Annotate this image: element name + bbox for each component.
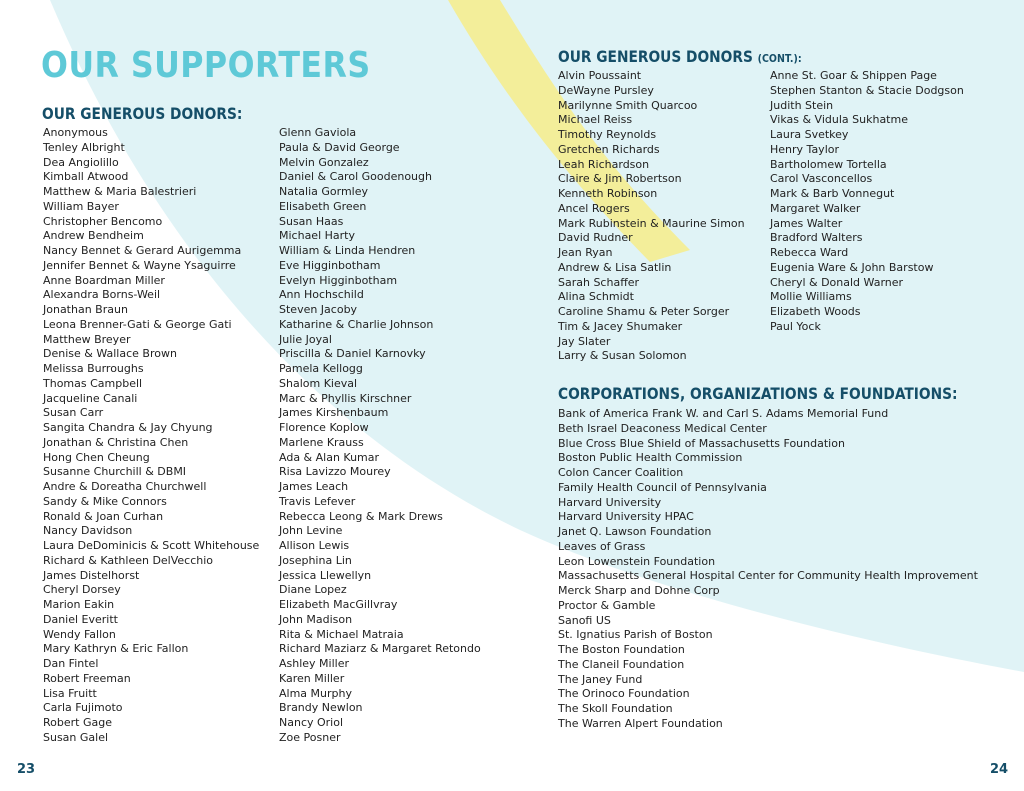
- supporter-name: Matthew Breyer: [43, 332, 131, 346]
- supporter-name: St. Ignatius Parish of Boston: [558, 628, 713, 642]
- supporter-name: Jessica Llewellyn: [279, 568, 372, 582]
- supporter-name: Jonathan & Christina Chen: [43, 435, 189, 449]
- supporter-name: Mary Kathryn & Eric Fallon: [43, 642, 189, 656]
- supporter-name: Daniel Everitt: [43, 612, 118, 626]
- supporter-name: Cheryl Dorsey: [43, 583, 121, 597]
- organizations-list: [558, 407, 978, 732]
- supporter-name: Robert Freeman: [43, 671, 131, 685]
- supporter-name: Anne St. Goar & Shippen Page: [770, 69, 937, 82]
- supporter-name: Ronald & Joan Curhan: [43, 509, 164, 523]
- supporter-name: The Warren Alpert Foundation: [558, 716, 723, 730]
- supporter-name: Merck Sharp and Dohne Corp: [558, 584, 720, 597]
- supporter-name: Harvard University: [558, 495, 662, 509]
- supporter-name: Richard & Kathleen DelVecchio: [43, 553, 214, 567]
- supporter-name: Rebecca Ward: [770, 246, 849, 259]
- supporter-name: Elizabeth Woods: [770, 305, 861, 318]
- supporter-name: Bank of America Frank W. and Carl S. Adams Memorial Fund: [558, 407, 889, 420]
- supporter-name: Leaves of Grass: [558, 539, 646, 553]
- supporter-name: Vikas & Vidula Sukhatme: [770, 113, 908, 127]
- donors-column-4: [770, 69, 964, 335]
- donors-cont-heading: [558, 47, 802, 69]
- supporter-name: David Rudner: [558, 231, 633, 245]
- supporter-name: Matthew & Maria Balestrieri: [43, 185, 197, 198]
- supporter-name: Susan Carr: [43, 406, 104, 420]
- supporter-name: Family Health Council of Pennsylvania: [558, 480, 767, 494]
- supporter-name: James Walter: [770, 216, 843, 230]
- supporter-name: Lisa Fruitt: [43, 686, 97, 700]
- supporter-name: Julie Joyal: [279, 332, 332, 346]
- supporter-name: Alina Schmidt: [558, 290, 634, 304]
- supporter-name: Sandy & Mike Connors: [43, 494, 167, 508]
- supporter-name: Jean Ryan: [558, 246, 613, 259]
- supporter-name: Cheryl & Donald Warner: [770, 275, 904, 289]
- supporter-name: Marilynne Smith Quarcoo: [558, 98, 698, 112]
- supporter-name: Marlene Krauss: [279, 435, 364, 449]
- supporter-name: Diane Lopez: [279, 583, 347, 597]
- supporter-name: Eugenia Ware & John Barstow: [770, 260, 934, 274]
- supporter-name: Melvin Gonzalez: [279, 155, 369, 169]
- supporter-name: Ashley Miller: [279, 657, 350, 670]
- supporter-name: Ann Hochschild: [279, 288, 364, 302]
- supporter-name: Susan Galel: [43, 730, 109, 744]
- supporter-name: Tim & Jacey Shumaker: [558, 319, 683, 333]
- page-number-left: 23: [17, 762, 36, 777]
- supporter-name: Allison Lewis: [279, 539, 350, 552]
- supporter-name: Paula & David George: [279, 140, 400, 154]
- donors-column-3: [558, 69, 745, 364]
- supporter-name: Jay Slater: [558, 334, 611, 348]
- supporter-name: Mollie Williams: [770, 290, 852, 304]
- supporter-name: Zoe Posner: [279, 730, 341, 744]
- supporter-name: Janet Q. Lawson Foundation: [558, 525, 712, 538]
- donors-cont-suffix: (CONT.):: [757, 52, 802, 65]
- supporter-name: Marc & Phyllis Kirschner: [279, 391, 412, 405]
- supporter-name: Laura DeDominicis & Scott Whitehouse: [43, 539, 260, 552]
- supporter-name: Henry Taylor: [770, 142, 839, 156]
- supporter-name: Sarah Schaffer: [558, 275, 640, 289]
- supporter-name: Kimball Atwood: [43, 170, 129, 184]
- supporter-name: Eve Higginbotham: [279, 258, 381, 272]
- supporter-name: Andrew Bendheim: [43, 229, 144, 243]
- supporter-name: Bartholomew Tortella: [770, 157, 887, 171]
- supporter-name: Anonymous: [43, 126, 108, 139]
- supporter-name: Karen Miller: [279, 671, 345, 685]
- supporter-name: Judith Stein: [770, 98, 834, 112]
- supporter-name: Nancy Oriol: [279, 716, 344, 729]
- supporter-name: Josephina Lin: [279, 553, 352, 567]
- supporter-name: Nancy Bennet & Gerard Aurigemma: [43, 244, 242, 257]
- supporter-name: The Janey Fund: [558, 672, 643, 686]
- donors-cont-heading-text: OUR GENEROUS DONORS: [558, 47, 753, 66]
- supporter-name: Natalia Gormley: [279, 185, 369, 198]
- supporter-name: Boston Public Health Commission: [558, 451, 743, 465]
- donors-heading: OUR GENEROUS DONORS:: [42, 104, 243, 123]
- donors-column-1: [43, 126, 259, 746]
- supporter-name: John Madison: [279, 612, 353, 626]
- supporter-name: Alvin Poussaint: [558, 69, 642, 82]
- supporter-name: Evelyn Higginbotham: [279, 273, 398, 287]
- supporter-name: Wendy Fallon: [43, 627, 116, 641]
- supporter-name: Hong Chen Cheung: [43, 450, 150, 464]
- supporter-name: Tenley Albright: [43, 140, 125, 154]
- supporter-name: Pamela Kellogg: [279, 362, 363, 375]
- page-title: OUR SUPPORTERS: [41, 45, 371, 86]
- supporter-name: Ada & Alan Kumar: [279, 450, 380, 464]
- supporter-name: Shalom Kieval: [279, 376, 358, 390]
- supporter-name: William & Linda Hendren: [279, 244, 416, 257]
- supporter-name: Jonathan Braun: [43, 303, 128, 316]
- supporter-name: DeWayne Pursley: [558, 83, 654, 97]
- supporter-name: Christopher Bencomo: [43, 214, 163, 228]
- supporter-name: Mark & Barb Vonnegut: [770, 187, 895, 200]
- supporter-name: Massachusetts General Hospital Center for Community Health Improvement: [558, 569, 978, 583]
- supporter-name: The Orinoco Foundation: [558, 687, 690, 701]
- supporter-name: Caroline Shamu & Peter Sorger: [558, 305, 730, 318]
- supporter-name: Elizabeth MacGillvray: [279, 598, 398, 611]
- supporter-name: Rita & Michael Matraia: [279, 627, 404, 641]
- supporter-name: Susan Haas: [279, 214, 344, 228]
- supporter-name: Laura Svetkey: [770, 128, 849, 141]
- corporations-heading: CORPORATIONS, ORGANIZATIONS & FOUNDATIONS:: [558, 384, 958, 403]
- supporter-name: John Levine: [279, 524, 343, 538]
- supporter-name: Margaret Walker: [770, 201, 861, 215]
- supporter-name: Michael Harty: [279, 229, 355, 243]
- supporter-name: Jacqueline Canali: [43, 391, 138, 405]
- supporter-name: Glenn Gaviola: [279, 126, 357, 139]
- supporter-name: Steven Jacoby: [279, 303, 358, 316]
- supporter-name: William Bayer: [43, 199, 119, 213]
- supporter-name: Dea Angiolillo: [43, 155, 119, 169]
- supporter-name: Sangita Chandra & Jay Chyung: [43, 421, 213, 434]
- supporter-name: The Boston Foundation: [558, 643, 685, 656]
- supporter-name: Travis Lefever: [279, 494, 356, 508]
- supporter-name: Stephen Stanton & Stacie Dodgson: [770, 83, 964, 97]
- supporter-name: Harvard University HPAC: [558, 510, 694, 524]
- supporter-name: Ancel Rogers: [558, 201, 630, 215]
- supporter-name: Larry & Susan Solomon: [558, 349, 687, 363]
- supporter-name: Blue Cross Blue Shield of Massachusetts Foundation: [558, 436, 845, 450]
- supporter-name: Alma Murphy: [279, 686, 352, 700]
- supporter-name: Colon Cancer Coalition: [558, 466, 684, 479]
- supporter-name: Melissa Burroughs: [43, 362, 144, 375]
- supporter-name: James Kirshenbaum: [279, 406, 389, 420]
- supporter-name: Andrew & Lisa Satlin: [558, 260, 672, 274]
- supporter-name: James Leach: [279, 480, 349, 493]
- supporter-name: Nancy Davidson: [43, 524, 133, 538]
- supporter-name: Carla Fujimoto: [43, 701, 123, 715]
- supporter-name: Elisabeth Green: [279, 199, 367, 213]
- supporter-name: The Skoll Foundation: [558, 702, 673, 715]
- supporter-name: Michael Reiss: [558, 113, 633, 127]
- supporter-name: Andre & Doreatha Churchwell: [43, 480, 207, 493]
- supporter-name: Anne Boardman Miller: [43, 273, 165, 287]
- supporter-name: Mark Rubinstein & Maurine Simon: [558, 216, 745, 230]
- supporter-name: Daniel & Carol Goodenough: [279, 170, 432, 184]
- supporter-name: Katharine & Charlie Johnson: [279, 317, 434, 331]
- supporter-name: Priscilla & Daniel Karnovky: [279, 347, 426, 361]
- supporter-name: Kenneth Robinson: [558, 187, 658, 200]
- supporter-name: Gretchen Richards: [558, 142, 660, 156]
- supporter-name: Sanofi US: [558, 613, 611, 627]
- supporter-name: Jennifer Bennet & Wayne Ysaguirre: [43, 258, 236, 272]
- supporter-name: Paul Yock: [770, 319, 821, 333]
- supporter-name: Claire & Jim Robertson: [558, 172, 682, 186]
- supporter-name: Thomas Campbell: [43, 376, 143, 390]
- supporter-name: James Distelhorst: [43, 568, 140, 582]
- supporter-name: Leah Richardson: [558, 157, 650, 171]
- supporter-name: Marion Eakin: [43, 598, 115, 611]
- supporter-name: Proctor & Gamble: [558, 598, 656, 612]
- supporter-name: Risa Lavizzo Mourey: [279, 465, 391, 479]
- supporter-name: Brandy Newlon: [279, 701, 363, 715]
- donors-column-2: [279, 126, 481, 746]
- supporter-name: Leon Lowenstein Foundation: [558, 554, 716, 568]
- supporter-name: Susanne Churchill & DBMI: [43, 465, 187, 479]
- supporter-name: Florence Koplow: [279, 421, 369, 434]
- supporter-name: Bradford Walters: [770, 231, 863, 245]
- supporter-name: Rebecca Leong & Mark Drews: [279, 509, 443, 523]
- supporter-name: Dan Fintel: [43, 657, 99, 670]
- supporter-name: The Claneil Foundation: [558, 657, 685, 671]
- supporter-name: Timothy Reynolds: [558, 128, 657, 141]
- supporter-name: Leona Brenner-Gati & George Gati: [43, 317, 232, 331]
- supporter-name: Robert Gage: [43, 716, 112, 729]
- supporter-name: Carol Vasconcellos: [770, 172, 873, 186]
- supporter-name: Richard Maziarz & Margaret Retondo: [279, 642, 481, 656]
- supporter-name: Denise & Wallace Brown: [43, 347, 177, 361]
- supporter-name: Alexandra Borns-Weil: [43, 288, 161, 302]
- page-number-right: 24: [990, 762, 1009, 777]
- supporter-name: Beth Israel Deaconess Medical Center: [558, 421, 767, 435]
